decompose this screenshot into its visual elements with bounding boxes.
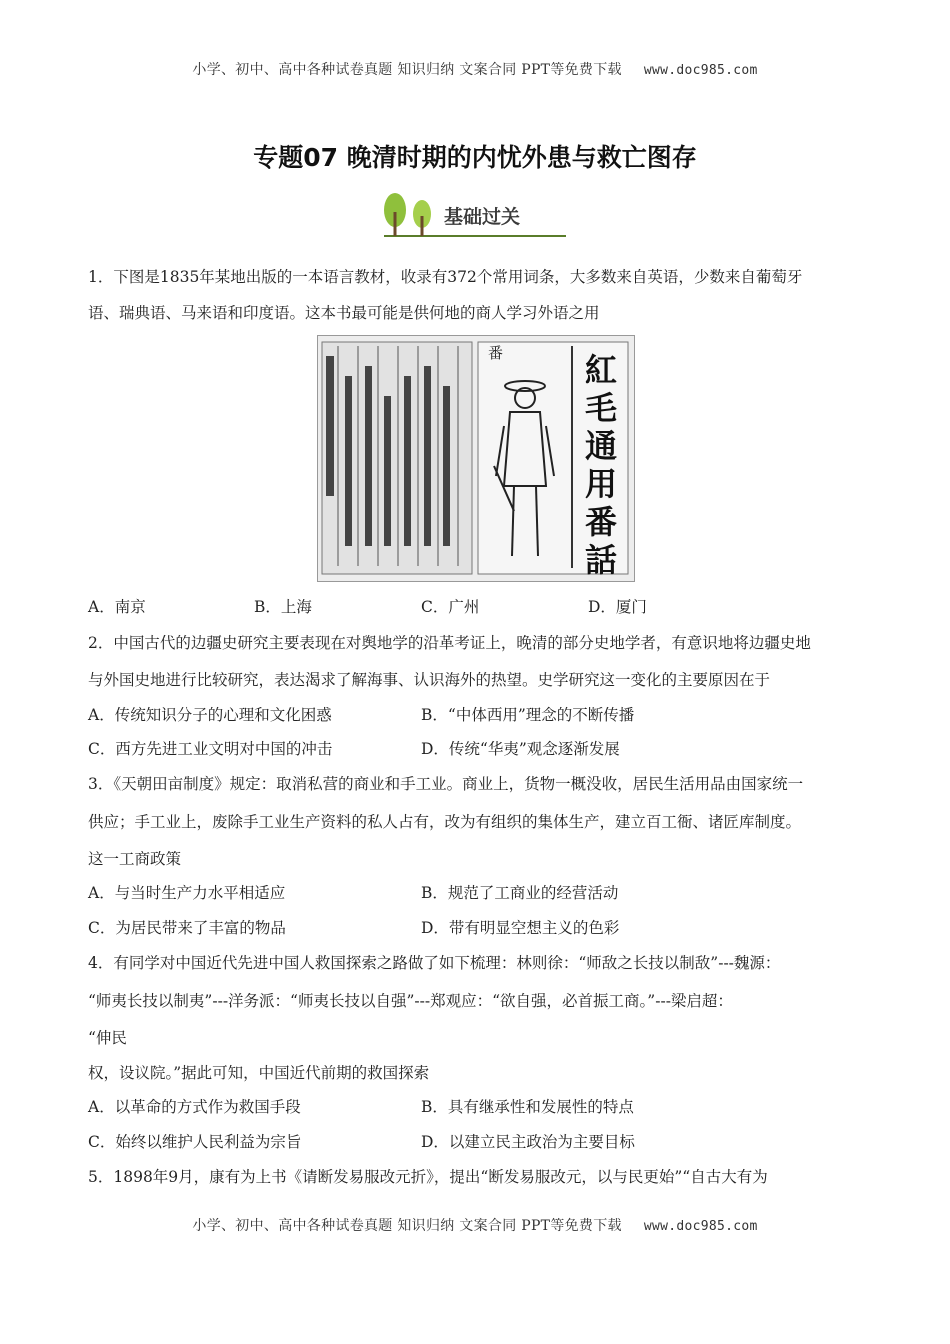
vertical-title-char: 紅 (584, 351, 618, 389)
q1-line-2: 语、瑞典语、马来语和印度语。这本书最可能是供何地的商人学习外语之用 (88, 304, 600, 322)
q3-line-1: 3．《天朝田亩制度》规定：取消私营的商业和手工业。商业上，货物一概没收，居民生活用品由国家统一 (88, 775, 804, 793)
q3-option-c[interactable]: C．为居民带来了丰富的物品 (88, 919, 286, 937)
vertical-title-char: 毛 (584, 389, 618, 427)
q4-line-3: “伸民 (88, 1029, 127, 1047)
old-book-image (318, 336, 634, 581)
page-header (0, 59, 950, 79)
footer-text: 小学、初中、高中各种试卷真题 知识归纳 文案合同 PPT等免费下载 (192, 1218, 622, 1234)
badge-label: 基础过关 (444, 206, 521, 228)
vertical-title-char: 話 (584, 541, 618, 579)
page-footer (0, 1215, 950, 1235)
q3-line-2: 供应；手工业上，废除手工业生产资料的私人占有，改为有组织的集体生产，建立百工衙、诸匠库制度。 (88, 813, 802, 831)
q3-option-a[interactable]: A．与当时生产力水平相适应 (88, 884, 286, 902)
vertical-title-char: 通 (584, 427, 618, 465)
q2-line-1: 2．中国古代的边疆史研究主要表现在对舆地学的沿革考证上，晚清的部分史地学者，有意识地将边疆史地 (88, 634, 811, 652)
header-text: 小学、初中、高中各种试卷真题 知识归纳 文案合同 PPT等免费下载 (192, 62, 622, 78)
figure-top-label: 番 (488, 344, 504, 362)
q1-line-1: 1．下图是1835年某地出版的一本语言教材，收录有372个常用词条，大多数来自英语，少数来自葡萄牙 (88, 268, 803, 286)
q1-option-d[interactable]: D．厦门 (588, 598, 647, 616)
q2-option-c[interactable]: C．西方先进工业文明对中国的冲击 (88, 740, 333, 758)
q4-option-b[interactable]: B．具有继承性和发展性的特点 (421, 1098, 634, 1116)
footer-site[interactable]: www.doc985.com (643, 1219, 758, 1234)
q2-option-b[interactable]: B．“中体西用”理念的不断传播 (421, 706, 635, 724)
q3-line-3: 这一工商政策 (88, 850, 182, 868)
section-badge (378, 190, 568, 240)
page-title: 专题07 晚清时期的内忧外患与救亡图存 (253, 143, 697, 172)
q3-option-b[interactable]: B．规范了工商业的经营活动 (421, 884, 619, 902)
q4-option-d[interactable]: D．以建立民主政治为主要目标 (421, 1133, 635, 1151)
q4-option-a[interactable]: A．以革命的方式作为救国手段 (88, 1098, 301, 1116)
q2-option-a[interactable]: A．传统知识分子的心理和文化困惑 (88, 706, 332, 724)
q4-line-2: “师夷长技以制夷”---洋务派：“师夷长技以自强”---郑观应：“欲自强，必首振工商。”---梁启超： (88, 992, 733, 1010)
q4-option-c[interactable]: C．始终以维护人民利益为宗旨 (88, 1133, 302, 1151)
textbook-illustration (317, 335, 635, 582)
q4-line-4: 权，设议院。”据此可知，中国近代前期的救国探索 (88, 1064, 430, 1082)
q5-line-1: 5．1898年9月，康有为上书《请断发易服改元折》，提出“断发易服改元，以与民更始”“自古大有为 (88, 1168, 768, 1186)
q4-line-1: 4．有同学对中国近代先进中国人救国探索之路做了如下梳理：林则徐：“师敌之长技以制敌”---魏源： (88, 954, 781, 972)
q2-line-2: 与外国史地进行比较研究，表达渴求了解海事、认识海外的热望。史学研究这一变化的主要原因在于 (88, 671, 771, 689)
q1-option-b[interactable]: B．上海 (254, 598, 312, 616)
header-site[interactable]: www.doc985.com (643, 63, 758, 78)
q1-option-a[interactable]: A．南京 (88, 598, 146, 616)
q3-option-d[interactable]: D．带有明显空想主义的色彩 (421, 919, 620, 937)
vertical-title-char: 番 (584, 503, 618, 541)
vertical-title-char: 用 (584, 465, 618, 503)
q1-option-c[interactable]: C．广州 (421, 598, 480, 616)
q2-option-d[interactable]: D．传统“华夷”观念逐渐发展 (421, 740, 620, 758)
